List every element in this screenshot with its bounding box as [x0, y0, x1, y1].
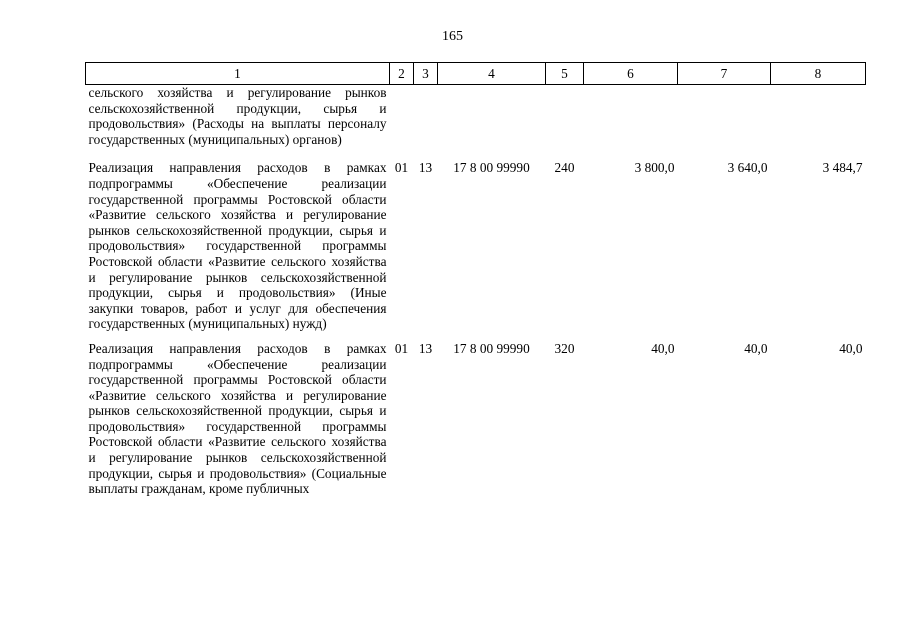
- table-row: [86, 157, 866, 338]
- column-header: 7: [678, 63, 771, 85]
- expense-type-code: [546, 85, 584, 158]
- subsection-code: [414, 85, 438, 158]
- page-number: 165: [442, 29, 463, 44]
- column-header: 2: [390, 63, 414, 85]
- amount-year-3: [771, 85, 866, 158]
- amount-year-2: [678, 85, 771, 158]
- column-header: 1: [86, 63, 390, 85]
- table-row: [86, 338, 866, 497]
- target-article-code: 17 8 00 99990: [453, 340, 530, 356]
- column-header: 6: [584, 63, 678, 85]
- amount-year-2: 40,0: [744, 340, 768, 356]
- section-code: 01: [394, 340, 409, 356]
- budget-table: [85, 62, 866, 497]
- amount-year-1: 40,0: [651, 340, 675, 356]
- section-code: 01: [394, 160, 409, 176]
- amount-year-1: [584, 85, 678, 158]
- subsection-code: 13: [418, 340, 433, 356]
- column-header: 4: [438, 63, 546, 85]
- amount-year-1: 3 800,0: [634, 160, 675, 176]
- column-header: 3: [414, 63, 438, 85]
- amount-year-3: 40,0: [839, 340, 863, 356]
- table-header-row: [86, 63, 866, 85]
- row-description: сельского хозяйства и регулирование рынков сельскохозяйственной продукции, сырья и продовольствия» (Расходы на выплаты персоналу государственных (муниципальных) органов): [88, 85, 387, 147]
- expense-type-code: 320: [554, 340, 575, 356]
- subsection-code: 13: [418, 160, 433, 176]
- column-header: 8: [771, 63, 866, 85]
- row-description: Реализация направления расходов в рамках подпрограммы «Обеспечение реализации государственной программы Ростовской области «Развитие сельского хозяйства и регулирование рынков сельскохозяйственной продукции, сырья и продовольствия» государственной программы Ростовской области «Развитие сельского хозяйства и регулирование рынков сельскохозяйственной продукции, сырья и продовольствия» (Иные закупки товаров, работ и услуг для обеспечения государственных (муниципальных) нужд): [88, 160, 387, 332]
- column-header: 5: [546, 63, 584, 85]
- section-code: [390, 85, 414, 158]
- target-article-code: 17 8 00 99990: [453, 160, 530, 176]
- row-description: Реализация направления расходов в рамках подпрограммы «Обеспечение реализации государственной программы Ростовской области «Развитие сельского хозяйства и регулирование рынков сельскохозяйственной продукции, сырья и продовольствия» государственной программы Ростовской области «Развитие сельского хозяйства и регулирование рынков сельскохозяйственной продукции, сырья и продовольствия» (Социальные выплаты гражданам, кроме публичных: [88, 340, 387, 497]
- expense-type-code: 240: [554, 160, 575, 176]
- target-article-code: [438, 85, 546, 158]
- amount-year-3: 3 484,7: [822, 160, 863, 176]
- table-row: [86, 85, 866, 158]
- amount-year-2: 3 640,0: [727, 160, 768, 176]
